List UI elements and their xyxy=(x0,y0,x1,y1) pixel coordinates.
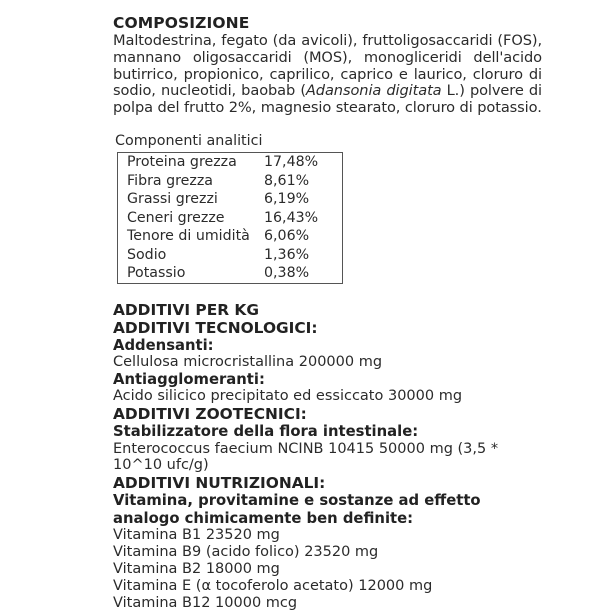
analyte-name: Grassi grezzi xyxy=(127,191,218,208)
anticaking-value: Acido silicico precipitato ed essiccato 30000 mg xyxy=(113,388,463,405)
table-row xyxy=(118,246,343,264)
zootechnical-additives-heading: ADDITIVI ZOOTECNICI: xyxy=(113,405,307,424)
analyte-name: Ceneri grezze xyxy=(127,209,225,226)
analyte-name: Sodio xyxy=(127,246,167,263)
composition-text-part2: L.) polvere di polpa del frutto 2%, magnesio stearato, cloruro di potassio. xyxy=(113,82,543,116)
analyte-name: Tenore di umidità xyxy=(127,228,250,245)
analyte-value: 17,48% xyxy=(264,154,319,171)
table-row xyxy=(118,172,343,190)
vitamin-line: Vitamina B12 10000 mcg xyxy=(113,594,298,611)
table-row xyxy=(118,264,343,283)
analytical-components-table-body xyxy=(118,153,343,283)
vitamin-line: Vitamina B2 18000 mg xyxy=(113,560,280,577)
composition-text-italic: Adansonia digitata xyxy=(305,82,442,100)
table-row xyxy=(118,227,343,245)
table-row xyxy=(118,153,343,172)
analyte-value: 0,38% xyxy=(264,265,310,282)
analyte-value: 6,19% xyxy=(264,191,310,208)
additives-block xyxy=(113,301,542,612)
analyte-value: 1,36% xyxy=(264,246,310,263)
analyte-name: Potassio xyxy=(127,265,186,282)
analytical-components-table xyxy=(117,152,343,283)
analytical-components-block xyxy=(113,133,542,283)
analyte-value: 6,06% xyxy=(264,228,310,245)
vitamin-line: Vitamina E (α tocoferolo acetato) 12000 mg xyxy=(113,577,433,594)
analyte-name: Proteina grezza xyxy=(127,154,237,171)
gut-flora-stabiliser-label: Stabilizzatore della flora intestinale: xyxy=(113,423,419,441)
analyte-name: Fibra grezza xyxy=(127,172,213,189)
analytical-components-title: Componenti analitici xyxy=(115,133,263,150)
vitamin-line: Vitamina B9 (acido folico) 23520 mg xyxy=(113,544,379,560)
analyte-value: 16,43% xyxy=(264,209,319,226)
vitamins-label: Vitamina, provitamine e sostanze ad effetto analogo chimicamente ben definite: xyxy=(113,492,481,527)
technological-additives-heading: ADDITIVI TECNOLOGICI: xyxy=(113,318,318,337)
composition-text-part1: Maltodestrina, fegato (da avicoli), fruttoligosaccaridi (FOS), mannano oligosaccaridi (MOS), monogliceridi dell'acido butirrico, propionico, caprilico, caprico e laurico, cloruro di sodio, nucleotidi, baobab ( xyxy=(113,32,542,100)
table-row xyxy=(118,190,343,208)
gut-flora-stabiliser-value: Enterococcus faecium NCINB 10415 50000 mg (3,5 * 10^10 ufc/g) xyxy=(113,440,499,474)
composition-text xyxy=(113,33,542,116)
vitamin-line: Vitamina B1 23520 mg xyxy=(113,527,280,544)
anticaking-label: Antiagglomeranti: xyxy=(113,370,265,388)
composition-heading: COMPOSIZIONE xyxy=(113,14,250,32)
analyte-value: 8,61% xyxy=(264,172,310,189)
table-row xyxy=(118,209,343,227)
thickeners-value: Cellulosa microcristallina 200000 mg xyxy=(113,354,383,371)
thickeners-label: Addensanti: xyxy=(113,336,214,354)
additives-heading: ADDITIVI PER KG xyxy=(113,300,259,319)
nutritional-additives-heading: ADDITIVI NUTRIZIONALI: xyxy=(113,474,326,493)
